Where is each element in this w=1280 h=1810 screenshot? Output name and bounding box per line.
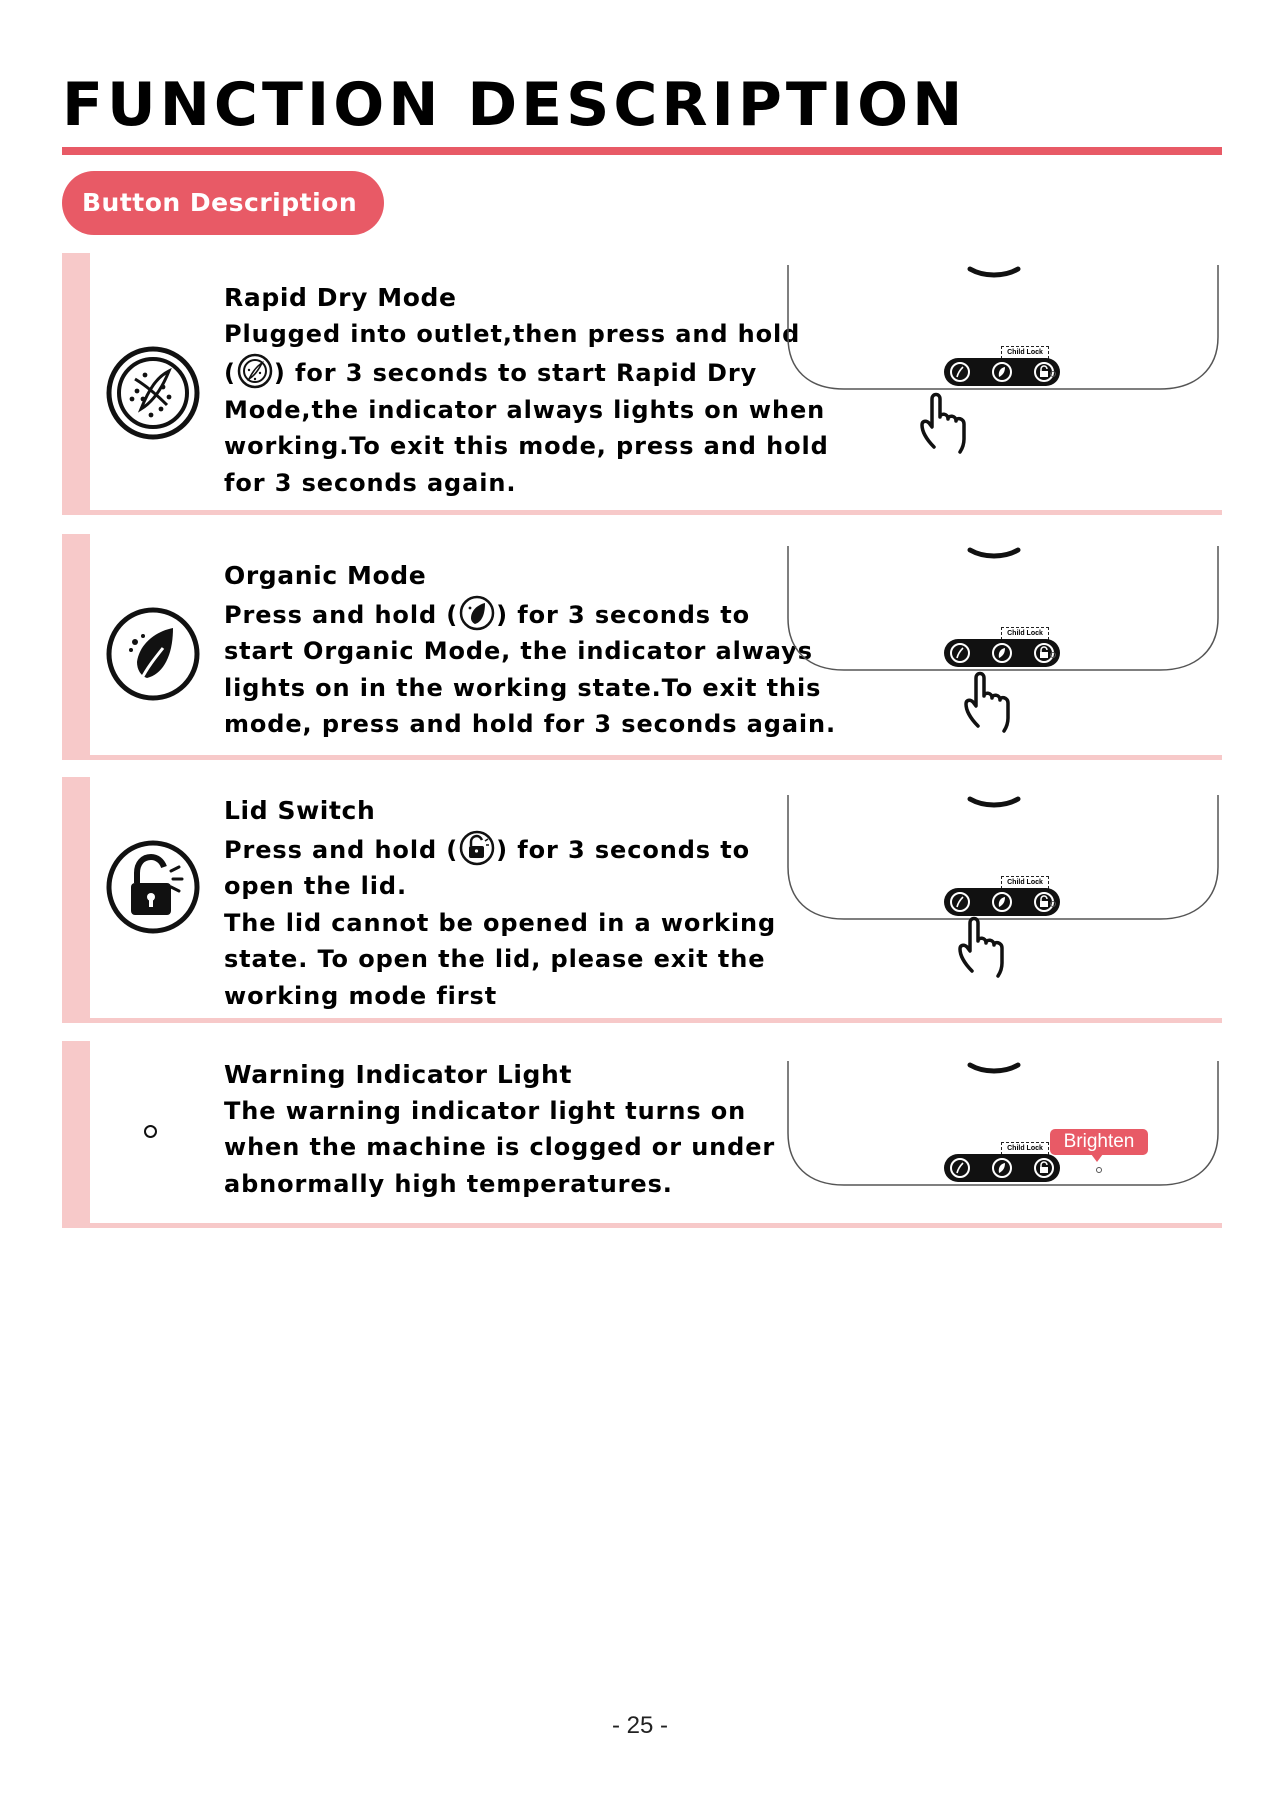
rapid-dry-button-icon: [950, 362, 970, 382]
organic-button-icon: [992, 362, 1012, 382]
card-side-bar: [62, 1041, 90, 1228]
organic-line-1: [224, 594, 854, 633]
open-paren: (: [224, 359, 236, 388]
child-lock-label: Child Lock: [1001, 1142, 1049, 1155]
indicator-light: [1050, 901, 1056, 907]
organic-text: [224, 558, 854, 743]
button-strip: [944, 358, 1060, 386]
rapid-dry-line-3: Mode,the indicator always lights on when: [224, 395, 826, 424]
lid-line-5: working mode first: [224, 981, 498, 1010]
section-badge: [62, 171, 384, 235]
card-side-bar: [62, 253, 90, 515]
control-panel-illustration: [786, 546, 1222, 688]
warning-line-1: The warning indicator light turns on: [224, 1097, 747, 1125]
lid-switch-title: Lid Switch: [224, 796, 376, 825]
control-panel-illustration: [786, 795, 1222, 937]
lid-inline-icon: [458, 829, 496, 867]
organic-title: Organic Mode: [224, 561, 427, 590]
card-bottom-rule: [90, 1223, 1222, 1228]
lid-line-3: The lid cannot be opened in a working: [224, 908, 777, 937]
child-lock-label: Child Lock: [1001, 346, 1049, 359]
rapid-dry-title: Rapid Dry Mode: [224, 283, 457, 312]
indicator-light: [1050, 371, 1056, 377]
card-side-bar: [62, 534, 90, 760]
control-panel-illustration: [786, 265, 1222, 407]
lid-line-1-text: Press and hold (: [224, 836, 459, 864]
pointing-hand-icon: [954, 913, 1012, 979]
section-label: Button Description: [82, 188, 358, 217]
warning-light-card: [62, 1041, 1222, 1228]
organic-inline-icon: [458, 594, 496, 632]
organic-card: [62, 534, 1222, 760]
rapid-dry-text: [224, 280, 854, 501]
rapid-dry-button-icon: [950, 1158, 970, 1178]
page-number: - 25 -: [611, 1712, 668, 1739]
organic-line-4: mode, press and hold for 3 seconds again.: [224, 710, 837, 739]
indicator-light: [1050, 652, 1056, 658]
lid-button-icon: [1034, 1158, 1054, 1178]
rapid-dry-inline-icon: [236, 352, 274, 390]
organic-button-icon: [992, 892, 1012, 912]
rapid-dry-card: [62, 253, 1222, 515]
lid-switch-card: [62, 777, 1222, 1023]
rapid-dry-button-icon: [950, 892, 970, 912]
button-strip: [944, 639, 1060, 667]
lid-line-1: [224, 829, 854, 868]
pointing-hand-icon: [916, 389, 974, 455]
rapid-dry-button-icon: [950, 643, 970, 663]
organic-button-icon: [992, 1158, 1012, 1178]
organic-leaf-icon: [105, 606, 201, 702]
rapid-dry-line-5: for 3 seconds again.: [224, 468, 517, 497]
lid-line-1-tail: ) for 3 seconds to: [496, 836, 751, 864]
rapid-dry-line-4: working.To exit this mode, press and hold: [224, 432, 829, 461]
card-bottom-rule: [90, 1018, 1222, 1023]
warning-light-text: [224, 1057, 854, 1202]
rapid-dry-line-2: [224, 352, 854, 391]
rapid-dry-line-2-text: ) for 3 seconds to start Rapid Dry: [273, 359, 758, 388]
button-strip: [944, 1154, 1060, 1182]
control-panel-illustration: [786, 1061, 1222, 1203]
warning-line-2: when the machine is clogged or under: [224, 1133, 776, 1162]
card-bottom-rule: [90, 755, 1222, 760]
organic-line-3: lights on in the working state.To exit this: [224, 673, 822, 702]
button-strip: [944, 888, 1060, 916]
organic-button-icon: [992, 643, 1012, 663]
warning-light-icon: [144, 1125, 157, 1138]
pointing-hand-icon: [960, 668, 1018, 734]
organic-line-2: start Organic Mode, the indicator always: [224, 637, 813, 666]
lid-lock-icon: [105, 839, 201, 935]
brighten-callout: Brighten: [1050, 1129, 1148, 1155]
organic-line-1-text: Press and hold (: [224, 601, 459, 629]
card-side-bar: [62, 777, 90, 1023]
lid-line-4: state. To open the lid, please exit the: [224, 945, 766, 974]
child-lock-label: Child Lock: [1001, 627, 1049, 640]
warning-line-3: abnormally high temperatures.: [224, 1169, 673, 1198]
rapid-dry-line-1: Plugged into outlet,then press and hold: [224, 320, 801, 348]
title-underline: [62, 147, 1222, 155]
card-bottom-rule: [90, 510, 1222, 515]
lid-switch-text: [224, 793, 854, 1014]
organic-line-1-tail: ) for 3 seconds to: [496, 601, 751, 629]
warning-light-title: Warning Indicator Light: [224, 1060, 573, 1089]
indicator-light: [1096, 1167, 1102, 1173]
page-title: FUNCTION DESCRIPTION: [62, 70, 967, 140]
rapid-dry-icon: [105, 345, 201, 441]
lid-line-2: open the lid.: [224, 872, 408, 901]
child-lock-label: Child Lock: [1001, 876, 1049, 889]
